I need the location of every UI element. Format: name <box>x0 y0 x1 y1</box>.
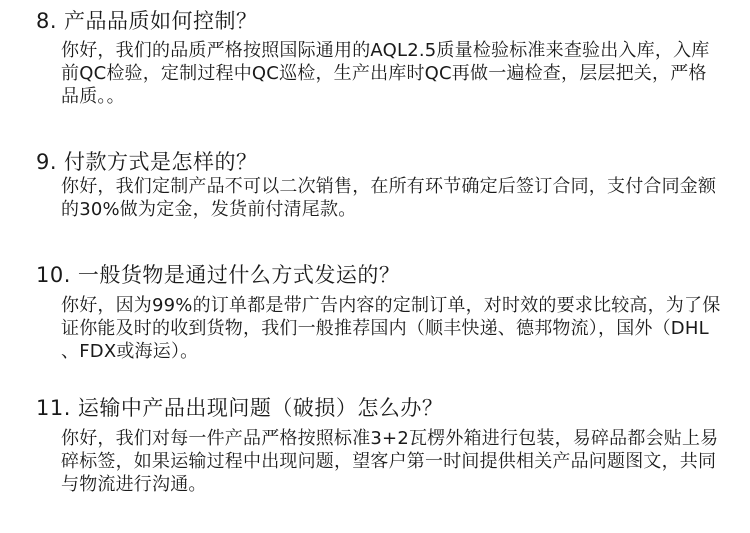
faq-question-text: 运输中产品出现问题（破损）怎么办？ <box>77 396 444 420</box>
faq-question-10 <box>36 263 400 288</box>
faq-question-text: 一般货物是通过什么方式发运的？ <box>77 263 401 287</box>
faq-answer-11 <box>61 427 718 496</box>
faq-answer-line: 你好，我们的品质严格按照国际通用的AQL2.5质量检验标准来查验出入库，入库 <box>61 40 710 61</box>
faq-question-11 <box>36 396 443 421</box>
faq-answer-8 <box>61 39 709 108</box>
faq-answer-line: 与物流进行沟通。 <box>61 474 207 495</box>
faq-answer-line: 你好，因为99%的订单都是带广告内容的定制订单，对时效的要求比较高，为了保 <box>61 295 721 316</box>
faq-question-8 <box>36 9 258 34</box>
faq-answer-line: 、FDX或海运）。 <box>61 341 199 362</box>
faq-answer-line: 碎标签，如果运输过程中出现问题，望客户第一时间提供相关产品问题图文，共同 <box>61 451 717 472</box>
faq-question-9 <box>36 150 258 175</box>
faq-question-number: 10. <box>36 263 71 287</box>
faq-answer-9 <box>61 175 716 221</box>
faq-question-text: 付款方式是怎样的？ <box>64 150 258 174</box>
faq-answer-line: 你好，我们定制产品不可以二次销售，在所有环节确定后签订合同，支付合同金额 <box>61 176 717 197</box>
faq-answer-line: 的30%做为定金，发货前付清尾款。 <box>61 199 357 220</box>
faq-question-number: 11. <box>36 396 71 420</box>
faq-answer-line: 前QC检验，定制过程中QC巡检，生产出库时QC再做一遍检查，层层把关，严格 <box>61 63 707 84</box>
faq-question-text: 产品品质如何控制？ <box>64 9 258 33</box>
faq-question-number: 8. <box>36 9 58 33</box>
faq-answer-line: 品质。。 <box>61 86 125 107</box>
faq-answer-line: 证你能及时的收到货物，我们一般推荐国内（顺丰快递、德邦物流），国外（DHL <box>61 318 709 339</box>
faq-answer-line: 你好，我们对每一件产品严格按照标准3+2瓦楞外箱进行包装，易碎品都会贴上易 <box>61 428 719 449</box>
faq-question-number: 9. <box>36 150 58 174</box>
faq-answer-10 <box>61 294 720 363</box>
